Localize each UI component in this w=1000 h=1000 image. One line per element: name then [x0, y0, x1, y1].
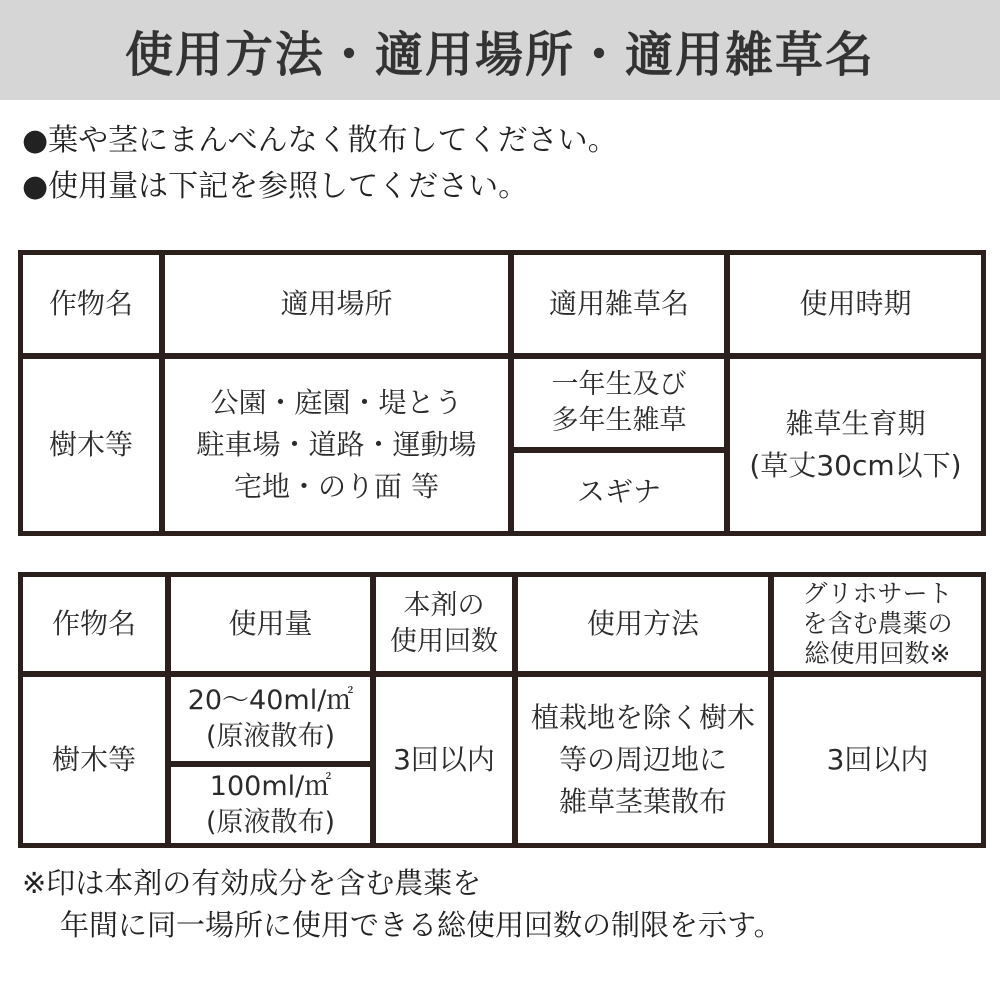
total-value: 3回以内 [826, 743, 929, 776]
crop-value: 樹木等 [48, 428, 133, 461]
weed-cell-sugina [514, 453, 724, 531]
count-cell [376, 677, 512, 843]
header-place [165, 255, 508, 353]
header-count-line: 本剤の [403, 590, 485, 621]
period-cell [730, 359, 981, 531]
footnote [22, 862, 783, 946]
header-total-line: 総使用回数※ [804, 639, 951, 668]
header-total-line: グリホサート [802, 579, 953, 608]
header-period [730, 255, 981, 353]
instruction-spray: ●葉や茎にまんべんなく散布してください。 [22, 123, 618, 158]
header-count [376, 577, 512, 671]
amount-line: 100ml/㎡ [209, 771, 332, 802]
page-title: 使用方法・適用場所・適用雑草名 [124, 26, 875, 83]
total-cell [774, 677, 981, 843]
method-cell [518, 677, 768, 843]
header-total-line: を含む農薬の [802, 609, 953, 638]
crop-value: 樹木等 [51, 743, 136, 776]
place-line: 公園・庭園・堤とう [210, 386, 463, 419]
amount-cell-1 [171, 677, 370, 761]
header-method [518, 577, 768, 671]
period-line: 雑草生育期 [785, 407, 926, 440]
count-value: 3回以内 [393, 743, 495, 776]
place-line: 駐車場・道路・運動場 [196, 428, 477, 461]
instruction-amount: ●使用量は下記を参照してください。 [22, 169, 529, 204]
weed-line: 一年生及び [551, 369, 687, 400]
usage-table [18, 572, 986, 848]
header-crop-label: 作物名 [51, 607, 136, 640]
method-line: 等の周辺地に [558, 743, 727, 776]
header-count-line: 使用回数 [390, 626, 498, 657]
footnote-line-2: 年間に同一場所に使用できる総使用回数の制限を示す。 [60, 908, 783, 942]
period-line: (草丈30cm以下) [749, 449, 962, 482]
method-line: 植栽地を除く樹木 [530, 701, 755, 734]
weed-cell-annual [514, 359, 724, 447]
header-amount-label: 使用量 [228, 607, 313, 640]
header-crop [23, 255, 159, 353]
header-crop [23, 577, 165, 671]
amount-line: 20〜40ml/㎡ [187, 685, 354, 716]
method-line: 雑草茎葉散布 [558, 785, 727, 818]
amount-line: (原液散布) [205, 807, 336, 838]
amount-line: (原液散布) [205, 721, 336, 752]
instructions [22, 118, 618, 210]
amount-cell-2 [171, 767, 370, 843]
application-table [18, 250, 986, 536]
footnote-line-1: ※印は本剤の有効成分を含む農薬を [22, 866, 482, 900]
crop-cell [23, 359, 159, 531]
header-method-label: 使用方法 [586, 607, 699, 640]
crop-cell [23, 677, 165, 843]
place-line: 宅地・のり面 等 [234, 470, 439, 503]
weed-line: 多年生雑草 [551, 405, 687, 436]
header-weed-label: 適用雑草名 [548, 287, 689, 320]
header-total [774, 577, 981, 671]
header-amount [171, 577, 370, 671]
header-place-label: 適用場所 [280, 287, 393, 320]
weed-sugina: スギナ [576, 475, 661, 508]
header-crop-label: 作物名 [48, 287, 133, 320]
header-period-label: 使用時期 [799, 287, 912, 320]
header-weed [514, 255, 724, 353]
title-banner [0, 0, 1000, 100]
place-cell [165, 359, 508, 531]
